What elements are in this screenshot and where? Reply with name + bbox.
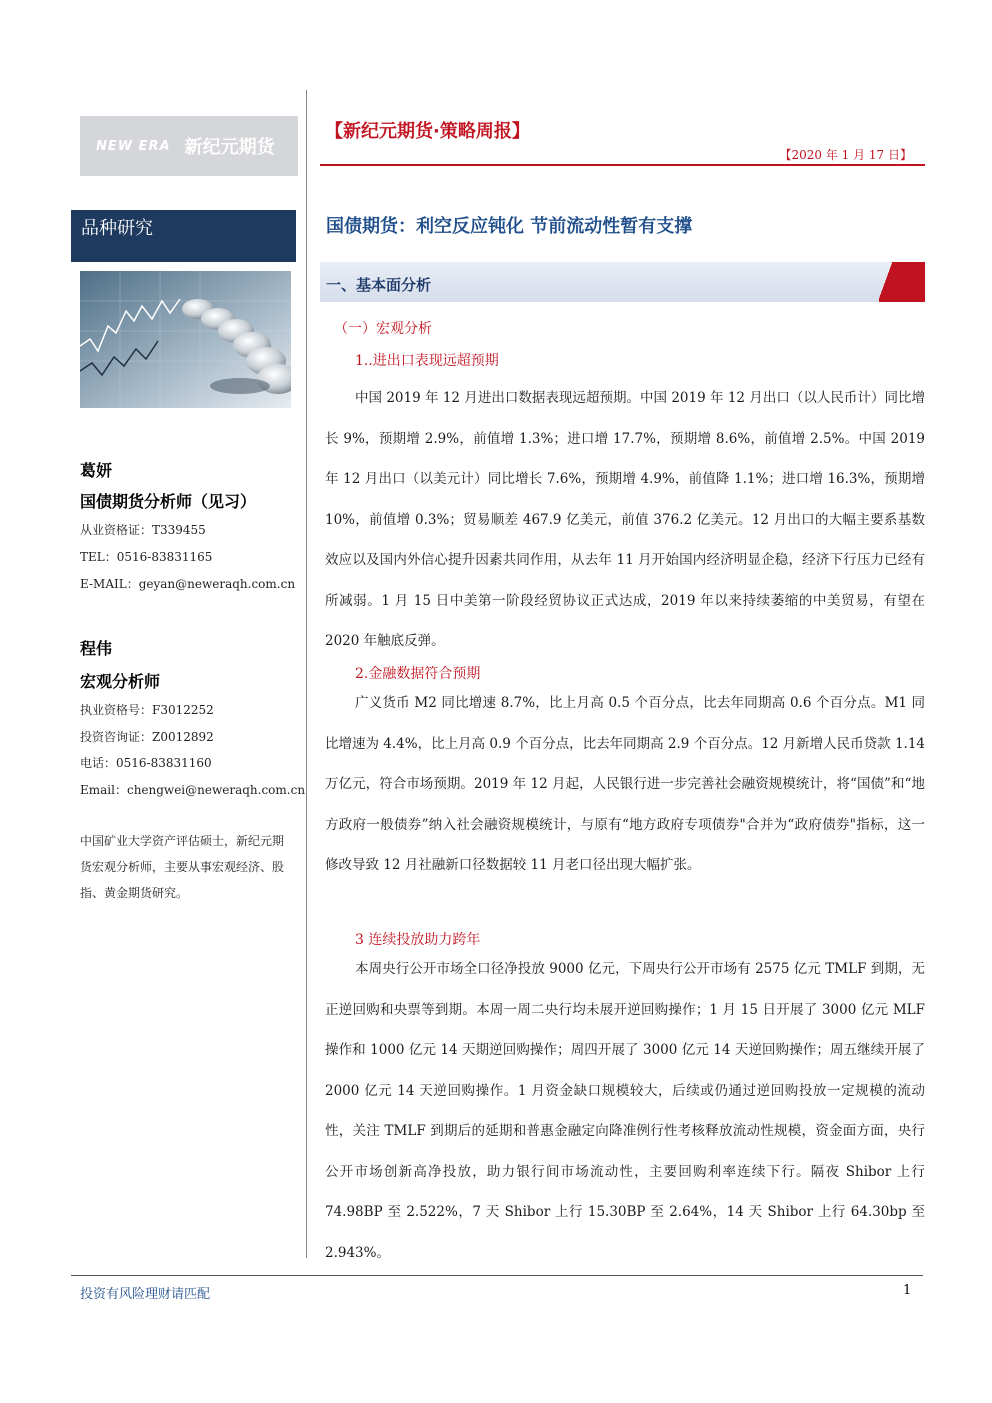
analyst-1-license: 从业资格证：T339455: [80, 523, 206, 537]
analyst-2-title: 宏观分析师: [80, 672, 161, 691]
analyst-2-consult: 投资咨询证：Z0012892: [80, 730, 214, 744]
headline: 国债期货：利空反应钝化 节前流动性暂有支撑: [326, 216, 693, 237]
category-label: 品种研究: [81, 218, 153, 239]
paragraph-3: 本周央行公开市场全口径净投放 9000 亿元，下周央行公开市场有 2575 亿元 TMLF 到期，无正逆回购和央票等到期。本周一周二央行均未展开逆回购操作；1 月 15 日开展了 3000 亿元 MLF 操作和 1000 亿元 14 天期逆回购操作；周四开展了 3000 亿元 14 天逆回购操作；周五继续开展了 2000 亿元 14 天逆回购操作。1 月资金缺口规模较大，后续或仍通过逆回购投放一定规模的流动性，关注 TMLF 到期后的延期和普惠金融定向降准例行性考核释放流动性规模，资金面方面，央行公开市场创新高净投放，助力银行间市场流动性，主要回购利率连续下行。隔夜 Shibor 上行 74.98BP 至 2.522%，7 天 Shibor 上行 15.30BP 至 2.64%，14 天 Shibor 上行 64.30bp 至 2.943%。: [325, 961, 925, 1261]
column-divider: [306, 90, 307, 1258]
category-banner: [71, 210, 296, 262]
header-rule: [320, 164, 925, 166]
logo-name: 新纪元期货: [184, 137, 275, 158]
logo-mark: NEW ERA: [96, 138, 171, 154]
coins-chart-photo: [80, 271, 291, 408]
analyst-2-tel: 电话：0516-83831160: [80, 756, 212, 770]
footer-rule: [71, 1275, 923, 1276]
analyst-1-tel: TEL：0516-83831165: [80, 550, 213, 564]
company-logo: [80, 116, 298, 176]
analyst-bio: 中国矿业大学资产评估硕士，新纪元期货宏观分析师，主要从事宏观经济、股指、黄金期货研究。: [80, 834, 285, 900]
heading-1: 1..进出口表现远超预期: [355, 353, 499, 369]
subsection-title: （一）宏观分析: [334, 321, 432, 337]
section-title: 一、基本面分析: [326, 276, 432, 294]
section-accent: [879, 262, 925, 302]
analyst-1-email: E-MAIL：geyan@neweraqh.com.cn: [80, 577, 296, 591]
paragraph-2: 广义货币 M2 同比增速 8.7%，比上月高 0.5 个百分点，比去年同期高 0.6 个百分点。M1 同比增速为 4.4%，比上月高 0.9 个百分点，比去年同期高 2.9 个百分点。12 月新增人民币贷款 1.14 万亿元，符合市场预期。2019 年 12 月起，人民银行进一步完善社会融资规模统计，将“国债”和“地方政府一般债券”纳入社会融资规模统计，与原有“地方政府专项债券"合并为“政府债券"指标，这一修改导致 12 月社融新口径数据较 11 月老口径出现大幅扩张。: [325, 695, 926, 873]
analyst-2-license: 执业资格号：F3012252: [80, 703, 214, 717]
heading-3: 3 连续投放助力跨年: [355, 932, 481, 948]
report-title: 【新纪元期货·策略周报】: [325, 121, 530, 142]
paragraph-1: 中国 2019 年 12 月进出口数据表现远超预期。中国 2019 年 12 月出口（以人民币计）同比增长 9%，预期增 2.9%，前值增 1.3%；进口增 17.7%，预期增 8.6%，前值增 2.5%。中国 2019 年 12 月出口（以美元计）同比增长 7.6%，预期增 4.9%，前值降 1.1%；进口增 16.3%，预期增 10%，前值增 0.3%；贸易顺差 467.9 亿美元，前值 376.2 亿美元。12 月出口的大幅主要系基数效应以及国内外信心提升因素共同作用，从去年 11 月开始国内经济明显企稳，经济下行压力已经有所减弱。1 月 15 日中美第一阶段经贸协议正式达成，2019 年以来持续萎缩的中美贸易，有望在 2020 年触底反弹。: [325, 390, 925, 649]
analyst-2-email: Email：chengwei@neweraqh.com.cn: [80, 783, 306, 797]
heading-2: 2.金融数据符合预期: [355, 666, 481, 682]
risk-disclaimer: 投资有风险理财请匹配: [80, 1287, 211, 1302]
analyst-2-name: 程伟: [80, 639, 113, 658]
section-header: [320, 262, 925, 302]
page-number: 1: [903, 1283, 912, 1298]
analyst-1-title: 国债期货分析师（见习）: [80, 492, 257, 511]
report-date: 【2020 年 1 月 17 日】: [779, 148, 912, 162]
analyst-1-name: 葛妍: [80, 461, 113, 480]
